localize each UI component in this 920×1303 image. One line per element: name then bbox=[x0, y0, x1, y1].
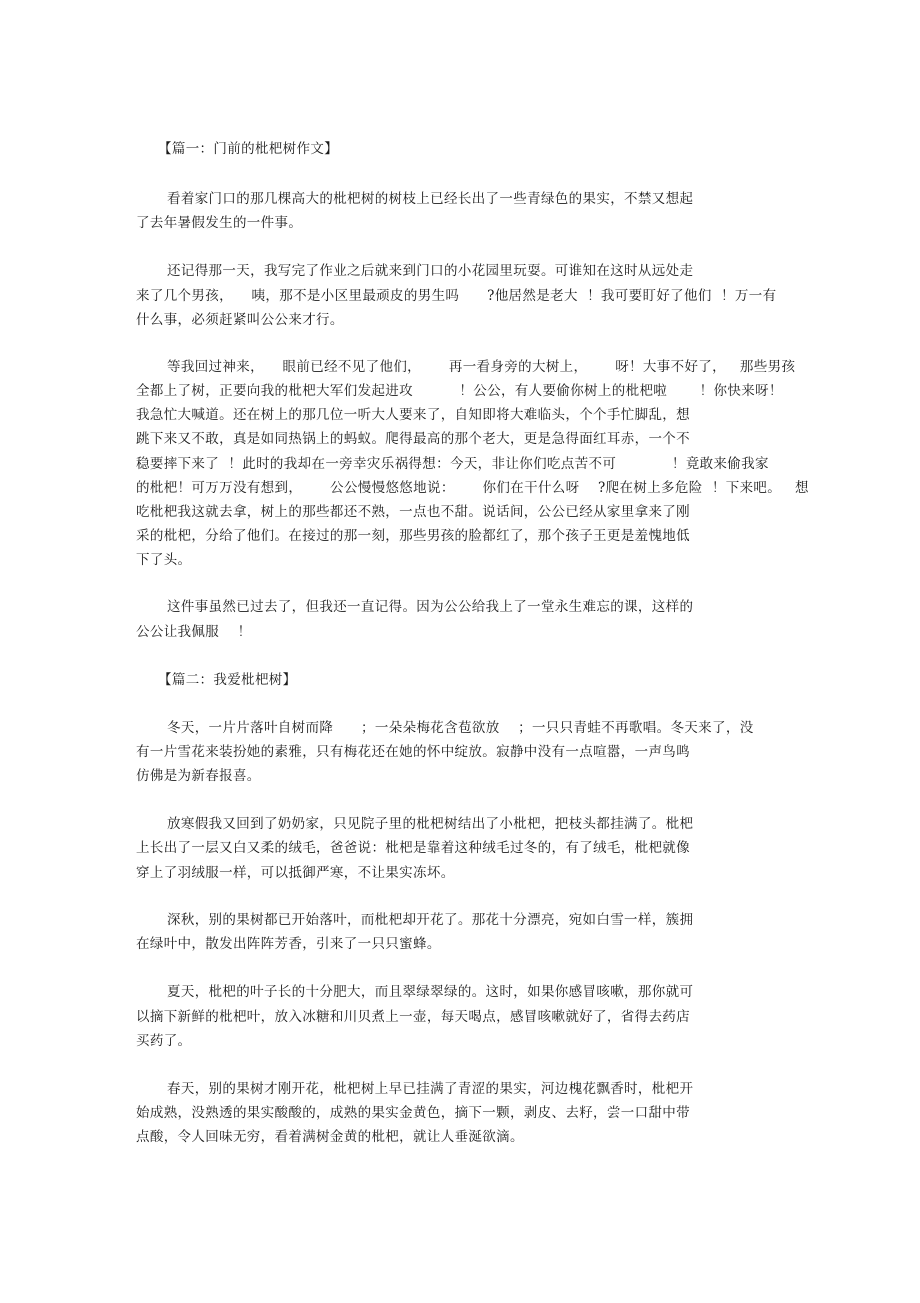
paragraph-line: 跳下来又不敢，真是如同热锅上的蚂蚁。爬得最高的那个老大，更是急得面红耳赤，一个不 bbox=[136, 431, 690, 447]
paragraph-line: 冬天，一片片落叶自树而降 ；一朵朵梅花含苞欲放 ；一只只青蛙不再歌唱。冬天来了，没 bbox=[167, 720, 754, 736]
paragraph-line: 深秋，别的果树都已开始落叶，而枇杷却开花了。那花十分漂亮，宛如白雪一样，簇拥 bbox=[167, 912, 694, 928]
paragraph-line: 采的枇杷，分给了他们。在接过的那一刻，那些男孩的脸都红了，那个孩子王更是羞愧地低 bbox=[136, 528, 690, 544]
paragraph-line: 以摘下新鲜的枇杷叶，放入冰糖和川贝煮上一壶，每天喝点，感冒咳嗽就好了，省得去药店 bbox=[136, 1009, 690, 1025]
paragraph-line: 看着家门口的那几棵高大的枇杷树的树枝上已经长出了一些青绿色的果实，不禁又想起 bbox=[167, 191, 694, 207]
paragraph-line: 稳要摔下来了 ！此时的我却在一旁幸灾乐祸得想：今天，非让你们吃点苦不可 ！竟敢来偷我家 bbox=[136, 456, 769, 472]
paragraph-line: 穿上了羽绒服一样，可以抵御严寒，不让果实冻坏。 bbox=[136, 865, 455, 881]
paragraph-line: 等我回过神来， 眼前已经不见了他们， 再一看身旁的大树上， 呀！大事不好了， 那些男孩 bbox=[167, 359, 796, 375]
article2-heading: 【篇二：我爱枇杷树】 bbox=[158, 672, 297, 688]
paragraph-line: 来了几个男孩， 咦，那不是小区里最顽皮的男生吗 ?他居然是老大 ！我可要盯好了他们 ！万一有 bbox=[136, 288, 777, 304]
paragraph-line: 还记得那一天，我写完了作业之后就来到门口的小花园里玩耍。可谁知在这时从远处走 bbox=[167, 263, 694, 279]
paragraph-line: 了去年暑假发生的一件事。 bbox=[136, 215, 303, 231]
article1-heading: 【篇一：门前的枇杷树作文】 bbox=[158, 141, 339, 157]
paragraph-line: 点酸，令人回味无穷，看着满树金黄的枇杷，就让人垂涎欲滴。 bbox=[136, 1129, 524, 1145]
paragraph-line: 始成熟，没熟透的果实酸酸的，成熟的果实金黄色，摘下一颗，剥皮、去籽，尝一口甜中带 bbox=[136, 1105, 690, 1121]
paragraph-line: 仿佛是为新春报喜。 bbox=[136, 768, 261, 784]
paragraph-line: 夏天，枇杷的叶子长的十分肥大，而且翠绿翠绿的。这时，如果你感冒咳嗽，那你就可 bbox=[167, 984, 694, 1000]
paragraph-line: 买药了。 bbox=[136, 1033, 192, 1049]
paragraph-line: 春天，别的果树才刚开花，枇杷树上早已挂满了青涩的果实，河边槐花飘香时，枇杷开 bbox=[167, 1081, 694, 1097]
paragraph-line: 吃枇杷我这就去拿，树上的那些都还不熟，一点也不甜。说话间，公公已经从家里拿来了刚 bbox=[136, 504, 690, 520]
paragraph-line: 这件事虽然已过去了，但我还一直记得。因为公公给我上了一堂永生难忘的课，这样的 bbox=[167, 599, 694, 615]
paragraph-line: 我急忙大喊道。还在树上的那几位一听大人要来了，自知即将大难临头，个个手忙脚乱，想 bbox=[136, 407, 690, 423]
paragraph-line: 有一片雪花来装扮她的素雅，只有梅花还在她的怀中绽放。寂静中没有一点喧嚣，一声鸟鸣 bbox=[136, 744, 690, 760]
paragraph-line: 什么事，必须赶紧叫公公来才行。 bbox=[136, 312, 344, 328]
paragraph-line: 在绿叶中，散发出阵阵芳香，引来了一只只蜜蜂。 bbox=[136, 936, 441, 952]
paragraph-line: 公公让我佩服 ！ bbox=[136, 624, 252, 640]
paragraph-line: 上长出了一层又白又柔的绒毛，爸爸说：枇杷是靠着这种绒毛过冬的，有了绒毛，枇杷就像 bbox=[136, 840, 690, 856]
paragraph-line: 的枇杷！可万万没有想到， 公公慢慢悠悠地说： 你们在干什么呀 ?爬在树上多危险 ！下来吧。 想 bbox=[136, 480, 809, 496]
paragraph-line: 下了头。 bbox=[136, 552, 192, 568]
paragraph-line: 放寒假我又回到了奶奶家，只见院子里的枇杷树结出了小枇杷，把枝头都挂满了。枇杷 bbox=[167, 816, 694, 832]
paragraph-line: 全都上了树，正要向我的枇杷大军们发起进攻 ！公公，有人要偷你树上的枇杷啦 ！你快来呀！ bbox=[136, 383, 783, 399]
